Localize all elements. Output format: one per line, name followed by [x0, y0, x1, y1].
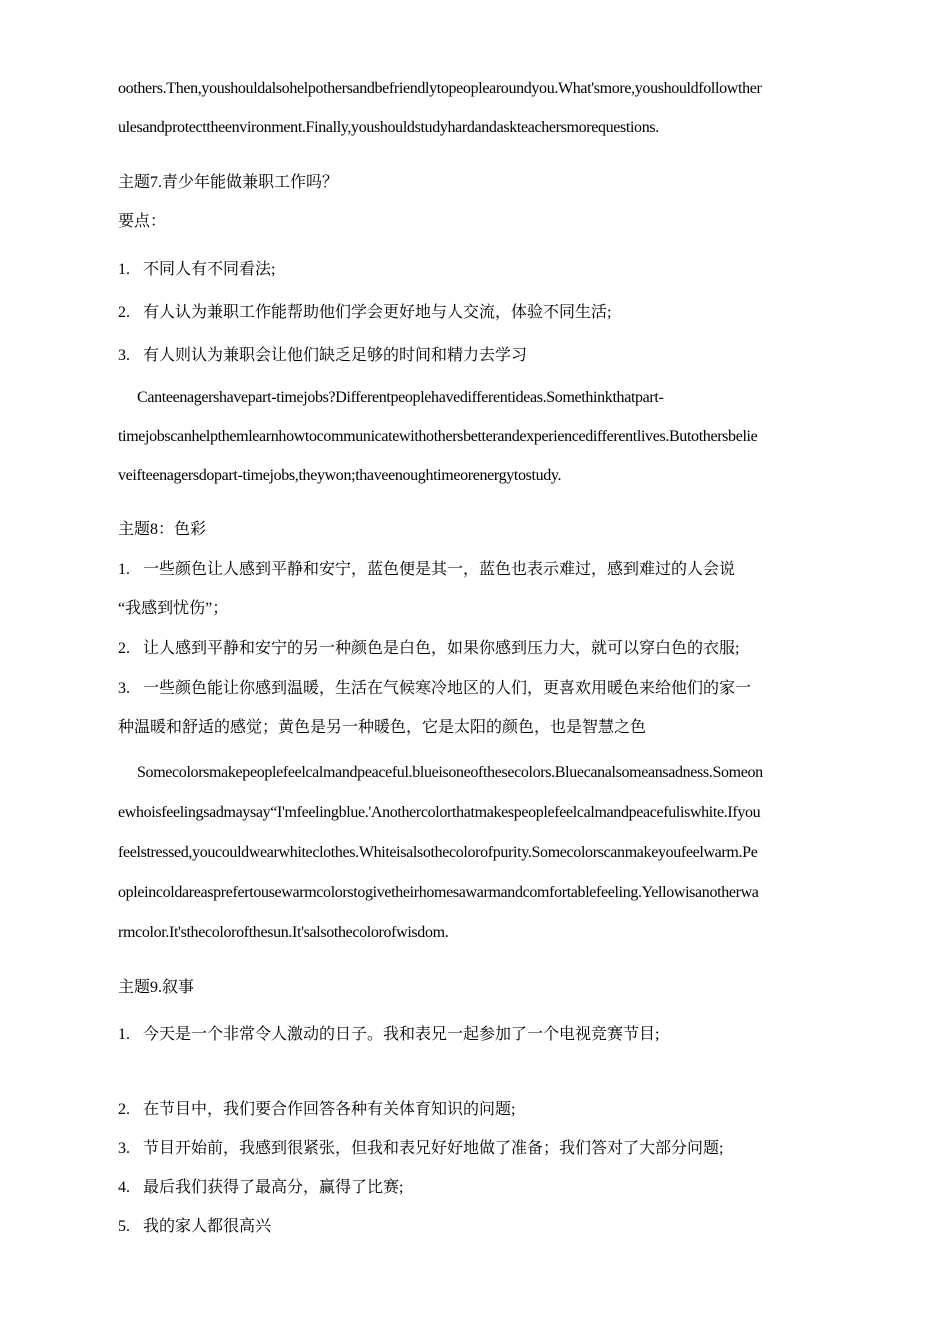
- point-text: 一些颜色让人感到平静和安宁，蓝色便是其一，蓝色也表示难过，感到难过的人会说: [143, 561, 736, 578]
- point-text: 今天是一个非常令人激动的日子。我和表兄一起参加了一个电视竞赛节目;: [143, 1026, 660, 1043]
- point-number: 1.: [118, 561, 130, 578]
- topic7-point-3: [118, 346, 840, 366]
- topic8-point-2: [118, 639, 840, 659]
- topic9-point-1: [118, 1025, 840, 1045]
- point-text: 让人感到平静和安宁的另一种颜色是白色，如果你感到压力大，就可以穿白色的衣服;: [143, 640, 740, 657]
- point-text: 有人则认为兼职会让他们缺乏足够的时间和精力去学习: [143, 347, 528, 364]
- point-number: 2.: [118, 304, 130, 321]
- topic8-title: 主题8：色彩: [118, 521, 207, 538]
- point-text: 最后我们获得了最高分，赢得了比赛;: [143, 1179, 404, 1196]
- topic8-essay-line-5: rmcolor.It'sthecolorofthesun.It'salsothecolorofwisdom.: [118, 924, 449, 941]
- topic8-essay-line-2: ewhoisfeelingsadmaysay“I'mfeelingblue.'Anothercolorthatmakespeoplefeelcalmandpeacefuliswhite.Ifyou: [118, 804, 761, 821]
- point-number: 2.: [118, 1101, 130, 1118]
- point-number: 1.: [118, 261, 130, 278]
- topic8-point-3-cont: 种温暖和舒适的感觉；黄色是另一种暖色，它是太阳的颜色，也是智慧之色: [118, 719, 647, 736]
- topic7-essay-line-2: timejobscanhelpthemlearnhowtocommunicatewithothersbetterandexperiencedifferentlives.Butothersbelie: [118, 428, 758, 445]
- topic9-title: 主题9.叙事: [118, 979, 195, 996]
- topic8-point-1-cont: “我感到忧伤”；: [118, 600, 229, 617]
- topic8-essay-line-3: feelstressed,youcouldwearwhiteclothes.Whiteisalsothecolorofpurity.Somecolorscanmakeyoufeelwarm.Pe: [118, 844, 758, 861]
- point-text: 我的家人都很高兴: [143, 1218, 272, 1235]
- topic9-point-4: [118, 1178, 840, 1198]
- point-text: 有人认为兼职工作能帮助他们学会更好地与人交流，体验不同生活;: [143, 304, 612, 321]
- topic7-essay-line-1: Canteenagershavepart-timejobs?Differentpeoplehavedifferentideas.Somethinkthatpart-: [137, 389, 664, 406]
- point-number: 3.: [118, 347, 130, 364]
- point-text: 不同人有不同看法;: [143, 261, 276, 278]
- topic9-point-3: [118, 1139, 840, 1159]
- topic9-point-5: [118, 1217, 840, 1237]
- topic7-essay-line-3: veifteenagersdopart-timejobs,theywon;thaveenoughtimeorenergytostudy.: [118, 467, 562, 484]
- point-number: 5.: [118, 1218, 130, 1235]
- point-text: 节目开始前，我感到很紧张，但我和表兄好好地做了准备；我们答对了大部分问题;: [143, 1140, 724, 1157]
- point-number: 2.: [118, 640, 130, 657]
- point-number: 3.: [118, 1140, 130, 1157]
- point-text: 一些颜色能让你感到温暖，生活在气候寒冷地区的人们，更喜欢用暖色来给他们的家一: [143, 680, 752, 697]
- topic7-point-2: [118, 303, 840, 323]
- topic9-point-2: [118, 1100, 840, 1120]
- topic7-point-1: [118, 260, 840, 280]
- point-number: 3.: [118, 680, 130, 697]
- topic7-title: 主题7.青少年能做兼职工作吗？: [118, 174, 339, 191]
- topic8-point-3: [118, 679, 840, 699]
- topic8-essay-line-4: opleincoldareasprefertousewarmcolorstogivetheirhomesawarmandcomfortablefeeling.Yellowisanotherwa: [118, 884, 759, 901]
- topic8-point-1: [118, 560, 840, 580]
- point-text: 在节目中，我们要合作回答各种有关体育知识的问题;: [143, 1101, 516, 1118]
- topic7-points-label: 要点：: [118, 213, 167, 230]
- point-number: 4.: [118, 1179, 130, 1196]
- intro-line-1: oothers.Then,youshouldalsohelpothersandbefriendlytopeoplearoundyou.What'smore,youshouldfollowther: [118, 80, 762, 97]
- intro-line-2: ulesandprotecttheenvironment.Finally,youshouldstudyhardandaskteachersmorequestions.: [118, 119, 659, 136]
- point-number: 1.: [118, 1026, 130, 1043]
- topic8-essay-line-1: Somecolorsmakepeoplefeelcalmandpeaceful.blueisoneofthesecolors.Bluecanalsomeansadness.Someon: [137, 764, 763, 781]
